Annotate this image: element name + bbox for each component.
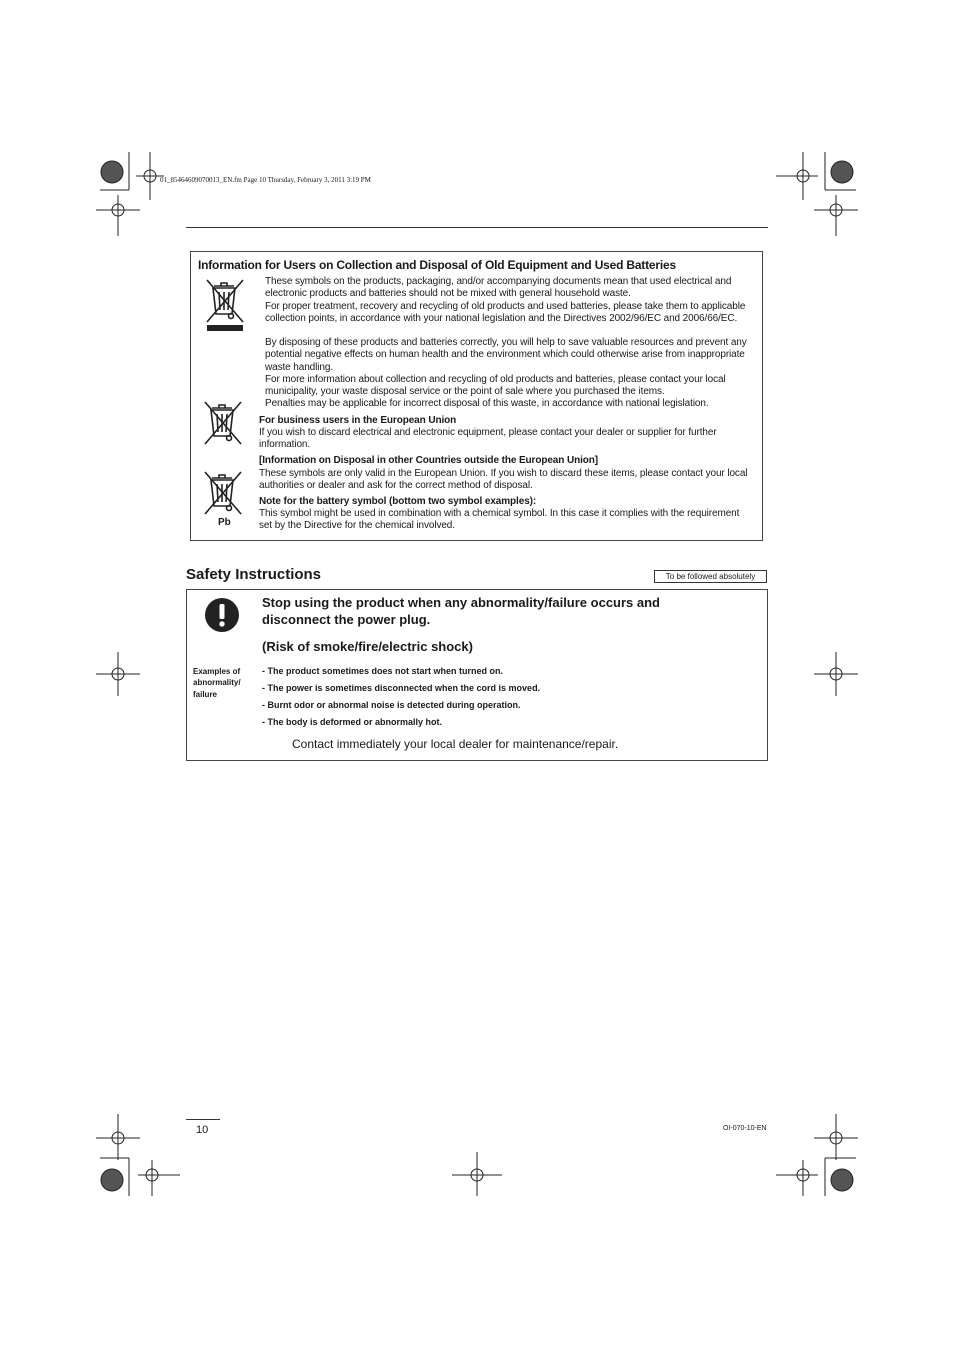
outside-eu-text: These symbols are only valid in the European Union. If you wish to discard these items, please contact your local authorities or dealer and ask for the correct method of disposal.: [259, 468, 748, 492]
business-heading: For business users in the European Union: [259, 415, 457, 426]
warning-line-1: Stop using the product when any abnormality/failure occurs and: [262, 595, 660, 610]
crossed-bin-icon: [203, 276, 247, 334]
file-header-line: 01_85464609070013_EN.fm Page 10 Thursday, February 3, 2011 3:19 PM: [160, 176, 371, 184]
crossed-bin-icon: [201, 400, 245, 446]
disposal-paragraph: Penalties may be applicable for incorrect disposal of this waste, in accordance with national legislation.: [265, 398, 709, 409]
chemical-symbol: Pb: [218, 517, 231, 528]
example-item: - The power is sometimes disconnected when the cord is moved.: [262, 683, 541, 693]
page-number-rule: [186, 1119, 220, 1120]
exclamation-icon: [204, 597, 240, 633]
safety-title: Safety Instructions: [186, 566, 322, 583]
example-item: - The body is deformed or abnormally hot.: [262, 717, 443, 727]
page-number: 10: [196, 1124, 209, 1136]
document-code: OI-070-10-EN: [723, 1125, 767, 1132]
example-item: - Burnt odor or abnormal noise is detected during operation.: [262, 700, 521, 710]
battery-heading: Note for the battery symbol (bottom two symbol examples):: [259, 496, 537, 507]
risk-line: (Risk of smoke/fire/electric shock): [262, 639, 473, 654]
crossed-bin-pb-icon: [201, 470, 245, 516]
battery-text: This symbol might be used in combination with a chemical symbol. In this case it complies with the requirement set by the Directive for the chemical involved.: [259, 508, 740, 532]
disposal-paragraph: For proper treatment, recovery and recycling of old products and used batteries, please take them to applicable collection points, in accordance with your national legislation and the Directives 2002/96/EC and 2006/66/EC.: [265, 301, 746, 325]
disposal-paragraph: By disposing of these products and batteries correctly, you will help to save valuable resources and prevent any potential negative effects on human health and the environment which could otherwise arise from inappropriate waste handling.: [265, 337, 747, 373]
disposal-paragraph: These symbols on the products, packaging, and/or accompanying documents mean that used electrical and electronic products and batteries should not be mixed with general household waste.: [265, 276, 732, 300]
disposal-paragraph: For more information about collection and recycling of old products and batteries, please contact your local municipality, your waste disposal service or the point of sale where you purchased the items.: [265, 374, 726, 398]
example-item: - The product sometimes does not start when turned on.: [262, 666, 504, 676]
header-rule: [186, 227, 768, 228]
follow-absolutely-tag: To be followed absolutely: [654, 570, 767, 583]
warning-line-2: disconnect the power plug.: [262, 612, 431, 627]
business-text: If you wish to discard electrical and electronic equipment, please contact your dealer or supplier for further information.: [259, 427, 717, 451]
disposal-title: Information for Users on Collection and Disposal of Old Equipment and Used Batteries: [198, 258, 676, 272]
outside-eu-heading: [Information on Disposal in other Countries outside the European Union]: [259, 455, 599, 466]
contact-dealer-text: Contact immediately your local dealer for maintenance/repair.: [292, 737, 619, 751]
examples-label: Examples of abnormality/ failure: [193, 667, 241, 699]
